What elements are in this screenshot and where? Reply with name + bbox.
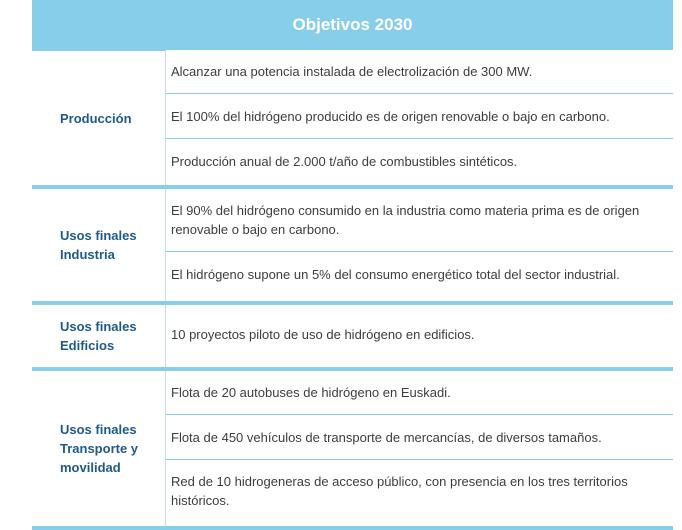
table-row: Producción anual de 2.000 t/año de combustibles sintéticos. [171,154,518,169]
section-produccion [32,50,673,189]
table-row: Flota de 20 autobuses de hidrógeno en Euskadi. [166,371,673,415]
section-transporte [32,371,673,530]
section-label: Producción [32,50,166,185]
section-label [32,189,166,301]
section-rows [166,50,673,185]
table-row: El 90% del hidrógeno consumido en la industria como materia prima es de origen renovable o bajo en carbono. [166,189,673,252]
section-label-text: Usos finales Transporte y movilidad [60,422,139,475]
table-row: El 100% del hidrógeno producido es de origen renovable o bajo en carbono. [166,94,673,139]
table-row: 10 proyectos piloto de uso de hidrógeno en edificios. [171,326,475,342]
section-edificios [32,305,673,371]
section-label [32,371,166,526]
section-rows [166,305,673,367]
table-title: Objetivos 2030 [292,15,413,34]
table-header [32,0,673,50]
objectives-table [32,0,673,530]
section-industria [32,189,673,305]
table-row: Flota de 450 vehículos de transporte de mercancías, de diversos tamaños. [166,415,673,460]
section-rows [166,189,673,301]
section-label-text: Usos finales Edificios [60,319,137,353]
section-label [32,305,166,367]
table-row: Alcanzar una potencia instalada de electrolización de 300 MW. [166,50,673,94]
table-row: El hidrógeno supone un 5% del consumo energético total del sector industrial. [171,267,620,282]
table-row: Red de 10 hidrogeneras de acceso público, con presencia en los tres territorios históricos. [171,474,628,508]
section-rows [166,371,673,526]
section-label-text: Usos finales Industria [60,228,137,262]
